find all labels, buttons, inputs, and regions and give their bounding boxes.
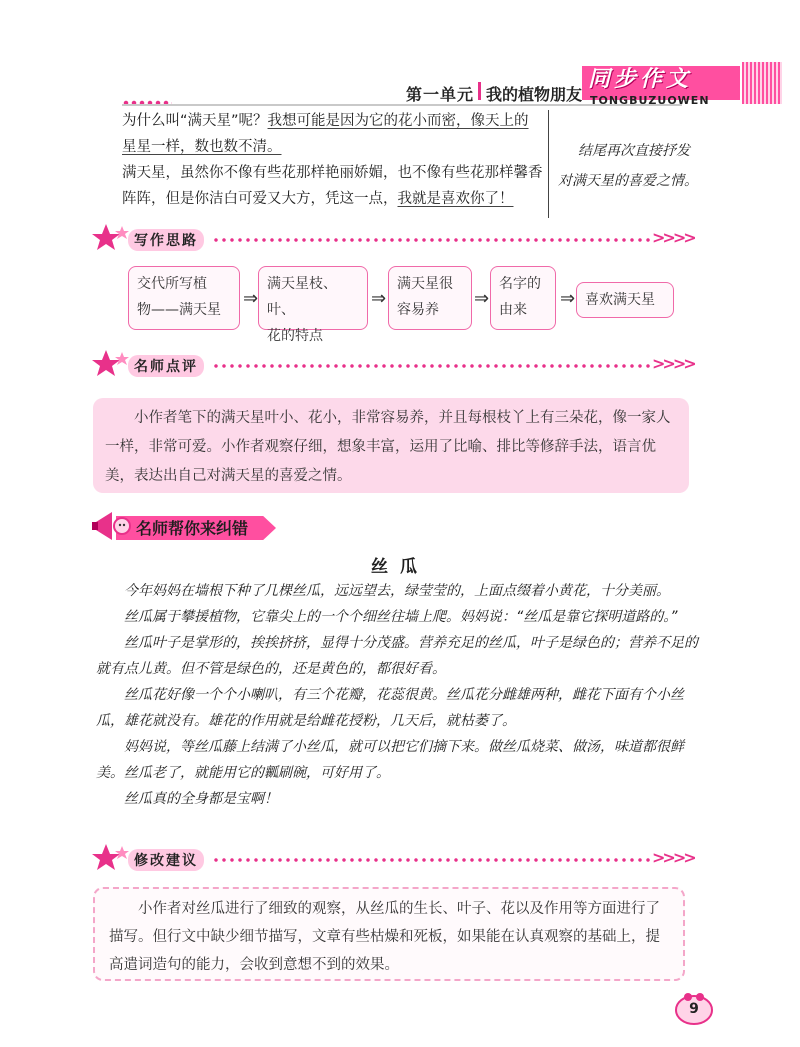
- article-paragraph: 丝瓜叶子是掌形的，挨挨挤挤，显得十分茂盛。营养充足的丝瓜，叶子是绿色的；营养不足的就有点儿黄。但不管是绿色的，还是黄色的，都很好看。: [96, 635, 698, 677]
- side-note-line1: 结尾再次直接抒发: [578, 143, 690, 159]
- essay-p1-question: 为什么叫“满天星”呢？: [122, 113, 268, 129]
- chevrons-right-icon: >>>>: [652, 354, 694, 373]
- side-note-divider: [548, 110, 549, 218]
- flow-step-1-line2: 物——满天星: [137, 302, 221, 318]
- article-paragraph: 丝瓜真的全身都是宝啊！: [124, 791, 278, 807]
- star-icon: [92, 348, 132, 382]
- star-icon: [92, 842, 132, 876]
- essay-paragraph-2: [122, 160, 552, 212]
- article-paragraph: 今年妈妈在墙根下种了几棵丝瓜，远远望去，绿莹莹的，上面点缀着小黄花，十分美丽。: [124, 583, 670, 599]
- article-paragraph: 妈妈说，等丝瓜藤上结满了小丝瓜，就可以把它们摘下来。做丝瓜烧菜、做汤，味道都很鲜美。丝瓜老了，就能用它的瓤刷碗，可好用了。: [96, 739, 684, 781]
- flow-step-2-line2: 花的特点: [267, 328, 323, 344]
- brand-stripes-decoration: [742, 62, 782, 104]
- flow-step-4-line2: 由来: [499, 302, 527, 318]
- article-paragraph: 丝瓜属于攀援植物，它靠尖上的一个个细丝往墙上爬。妈妈说：“丝瓜是靠它探明道路的。”: [124, 609, 678, 625]
- flow-arrow-icon: ⇒: [474, 288, 490, 309]
- brand-pinyin: TONGBUZUOWEN: [590, 94, 710, 107]
- brand-title: 同步作文: [588, 67, 693, 92]
- star-icon: [92, 222, 132, 256]
- chevrons-right-icon: >>>>: [652, 228, 694, 247]
- section-title-teacher-comment: 名师点评: [128, 355, 204, 377]
- section-title-writing-idea: 写作思路: [128, 229, 204, 251]
- essay-p1-underlined-cont: 星星一样，数也数不清。: [122, 139, 282, 155]
- chevrons-right-icon: >>>>: [652, 848, 694, 867]
- side-note: [558, 136, 718, 196]
- unit-topic: 我的植物朋友: [486, 85, 583, 104]
- essay-p2-line2: 阵阵，但是你洁白可爱又大方，凭这一点，: [122, 191, 398, 207]
- flow-step-3-line1: 满天星很: [397, 276, 453, 292]
- teacher-comment-box: [93, 398, 689, 493]
- teacher-comment-text: 小作者笔下的满天星叶小、花小，非常容易养，并且每根枝丫上有三朵花，像一家人一样，非常可爱。小作者观察仔细，想象丰富，运用了比喻、排比等修辞手法，语言优美，表达出自己对满天星的喜爱之情。: [105, 410, 671, 484]
- flow-step-1-line1: 交代所写植: [137, 276, 207, 292]
- flow-arrow-icon: ⇒: [243, 288, 259, 309]
- section-dots: [212, 363, 652, 369]
- revision-suggestion-text: 小作者对丝瓜进行了细致的观察，从丝瓜的生长、叶子、花以及作用等方面进行了描写。但行文中缺少细节描写，文章有些枯燥和死板，如果能在认真观察的基础上，提高遣词造句的能力，会收到意想不到的效果。: [109, 901, 660, 973]
- article-paragraph: 丝瓜花好像一个个小喇叭，有三个花瓣，花蕊很黄。丝瓜花分雌雄两种，雌花下面有个小丝瓜，雄花就没有。雄花的作用就是给雌花授粉，几天后，就枯萎了。: [96, 687, 684, 729]
- unit-divider: [478, 82, 481, 100]
- megaphone-icon: [92, 508, 132, 544]
- side-note-line2: 对满天星的喜爱之情。: [558, 173, 698, 189]
- flow-arrow-icon: ⇒: [560, 288, 576, 309]
- article-title: 丝瓜: [371, 557, 429, 577]
- revision-suggestion-box: [93, 887, 685, 981]
- unit-title: 第一单元: [406, 85, 475, 104]
- article-body: [96, 578, 708, 812]
- flow-step-3-line2: 容易养: [397, 302, 439, 318]
- essay-p2-line1: 满天星，虽然你不像有些花那样艳丽娇媚，也不像有些花那样馨香: [122, 165, 543, 181]
- flow-step-3: [388, 266, 472, 330]
- essay-paragraph-1: [122, 108, 552, 160]
- essay-p1-underlined: 我想可能是因为它的花小而密，像天上的: [267, 113, 529, 129]
- flow-step-5: [576, 282, 674, 318]
- flow-arrow-icon: ⇒: [371, 288, 387, 309]
- section-title-revision: 修改建议: [128, 849, 204, 871]
- flow-step-5-line1: 喜欢满天星: [585, 292, 655, 308]
- flow-step-4-line1: 名字的: [499, 276, 541, 292]
- flow-step-4: [490, 266, 556, 330]
- flow-step-1: [128, 266, 240, 330]
- section-dots: [212, 237, 652, 243]
- essay-p2-underlined: 我就是喜欢你了！: [397, 191, 514, 207]
- page-number: 9: [689, 1001, 699, 1017]
- correction-banner-title: 名师帮你来纠错: [136, 519, 249, 538]
- section-dots: [212, 857, 652, 863]
- flow-step-2-line1: 满天星枝、叶、: [267, 276, 337, 318]
- flow-step-2: [258, 266, 368, 344]
